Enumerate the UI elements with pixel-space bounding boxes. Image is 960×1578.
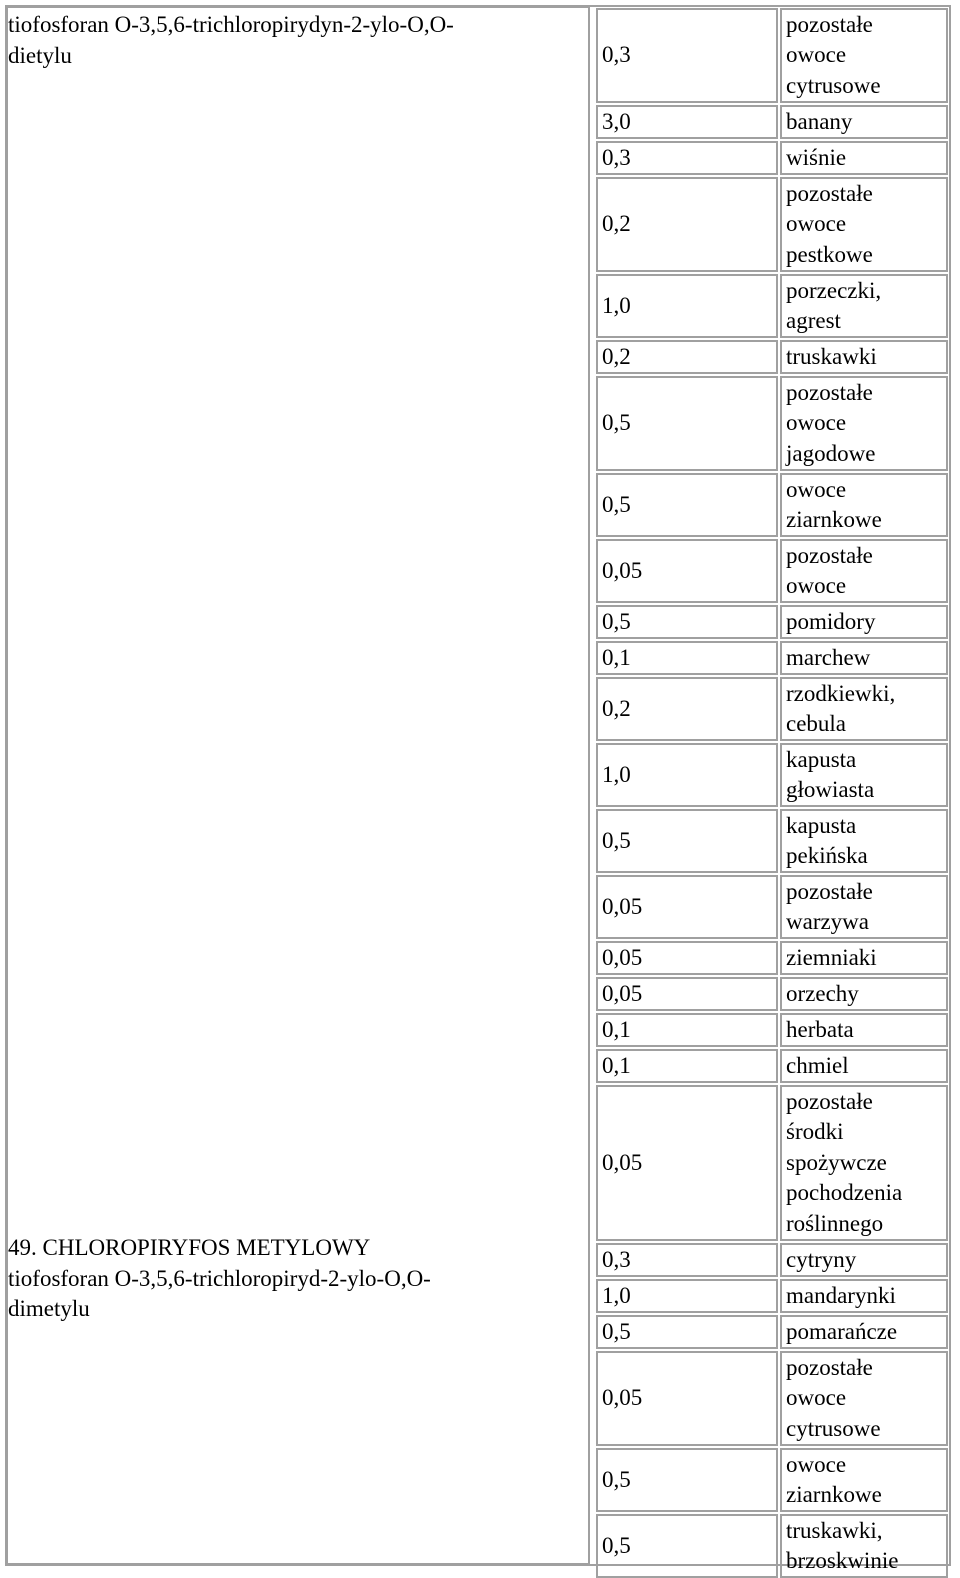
residue-limit-cell <box>596 605 778 639</box>
table-row <box>596 141 950 175</box>
table-row <box>596 1279 950 1313</box>
product-name: marchew <box>786 644 871 670</box>
table-row <box>596 677 950 741</box>
residue-limit-cell <box>596 743 778 807</box>
product-name: pomarańcze <box>786 1318 898 1344</box>
table-row <box>596 274 950 338</box>
residue-limit-cell <box>596 105 778 139</box>
residue-limit-cell <box>596 1085 778 1241</box>
product-name: herbata <box>786 1016 854 1042</box>
product-cell <box>780 641 948 675</box>
substance-name-chloropyrifos-methyl <box>8 1233 431 1325</box>
product-cell <box>780 473 948 537</box>
residue-limit-cell <box>596 1514 778 1578</box>
residue-limit-value: 3,0 <box>602 108 631 134</box>
product-name: kapusta głowiasta <box>786 746 875 802</box>
residue-limit-value: 0,5 <box>602 491 631 517</box>
table-row <box>596 977 950 1011</box>
table-row <box>596 941 950 975</box>
table-row <box>596 1085 950 1241</box>
substance-name-chloropyrifos <box>8 10 454 71</box>
table-row <box>596 1448 950 1512</box>
product-cell <box>780 1279 948 1313</box>
product-cell <box>780 809 948 873</box>
product-cell <box>780 1049 948 1083</box>
residue-limit-value: 0,05 <box>602 944 643 970</box>
residue-limit-cell <box>596 641 778 675</box>
residue-limit-cell <box>596 539 778 603</box>
residue-limit-value: 1,0 <box>602 761 631 787</box>
residue-limit-cell <box>596 677 778 741</box>
product-cell <box>780 677 948 741</box>
product-cell <box>780 105 948 139</box>
residue-limit-cell <box>596 1448 778 1512</box>
product-cell <box>780 977 948 1011</box>
residue-limit-cell <box>596 274 778 338</box>
table-row <box>596 1013 950 1047</box>
table-row <box>596 1351 950 1446</box>
residue-limit-value: 0,05 <box>602 980 643 1006</box>
residue-limit-cell <box>596 1243 778 1277</box>
product-cell <box>780 1448 948 1512</box>
product-name: truskawki, brzoskwinie <box>786 1517 899 1573</box>
product-name: banany <box>786 108 853 134</box>
product-name: truskawki <box>786 343 877 369</box>
residue-limit-value: 0,05 <box>602 557 643 583</box>
product-name: pozostałe owoce jagodowe <box>786 379 876 466</box>
product-name: pozostałe warzywa <box>786 878 873 934</box>
product-cell <box>780 1085 948 1241</box>
product-name: chmiel <box>786 1052 849 1078</box>
substance-line: tiofosforan O-3,5,6-trichloropirydyn-2-ylo-O,O- <box>8 12 454 37</box>
table-row <box>596 605 950 639</box>
product-cell <box>780 1243 948 1277</box>
residue-limit-cell <box>596 177 778 272</box>
table-row <box>596 1315 950 1349</box>
residue-limit-cell <box>596 8 778 103</box>
table-row <box>596 641 950 675</box>
residue-limit-value: 0,2 <box>602 343 631 369</box>
table-row <box>596 177 950 272</box>
product-name: pozostałe środki spożywcze pochodzenia roślinnego <box>786 1088 903 1236</box>
substance-column <box>6 6 590 1565</box>
table-row <box>596 539 950 603</box>
substance-line: dietylu <box>8 42 72 68</box>
table-row <box>596 809 950 873</box>
residue-limit-cell <box>596 875 778 939</box>
residue-limit-value: 0,3 <box>602 1246 631 1272</box>
residue-limit-value: 0,5 <box>602 827 631 853</box>
table-row <box>596 743 950 807</box>
residue-limit-cell <box>596 340 778 374</box>
product-cell <box>780 141 948 175</box>
product-name: porzeczki, agrest <box>786 277 882 333</box>
product-cell <box>780 274 948 338</box>
residue-limit-value: 0,5 <box>602 608 631 634</box>
product-name: rzodkiewki, cebula <box>786 680 896 736</box>
residue-limit-value: 0,05 <box>602 1385 643 1411</box>
table-row <box>596 1243 950 1277</box>
product-cell <box>780 376 948 471</box>
product-name: kapusta pekińska <box>786 812 868 868</box>
residue-limit-cell <box>596 141 778 175</box>
product-name: wiśnie <box>786 144 847 170</box>
product-name: pozostałe owoce cytrusowe <box>786 11 881 98</box>
substance-line: dimetylu <box>8 1296 90 1321</box>
product-name: owoce ziarnkowe <box>786 1451 882 1507</box>
residue-limit-cell <box>596 1315 778 1349</box>
table-row <box>596 473 950 537</box>
product-name: mandarynki <box>786 1282 896 1308</box>
residue-limit-cell <box>596 376 778 471</box>
residue-limit-value: 0,5 <box>602 410 631 436</box>
product-name: owoce ziarnkowe <box>786 476 882 532</box>
residue-limit-value: 0,2 <box>602 695 631 721</box>
product-name: orzechy <box>786 980 859 1006</box>
residue-limit-value: 0,3 <box>602 42 631 68</box>
residue-limit-cell <box>596 1013 778 1047</box>
table-row <box>596 105 950 139</box>
residue-limit-value: 0,5 <box>602 1532 631 1558</box>
residue-limit-cell <box>596 1351 778 1446</box>
product-cell <box>780 1315 948 1349</box>
residue-limit-value: 0,5 <box>602 1318 631 1344</box>
product-name: cytryny <box>786 1246 857 1272</box>
residue-limit-value: 0,1 <box>602 1052 631 1078</box>
residue-limit-value: 1,0 <box>602 1282 631 1308</box>
product-cell <box>780 1514 948 1578</box>
product-name: pozostałe owoce <box>786 542 873 598</box>
product-cell <box>780 605 948 639</box>
product-cell <box>780 8 948 103</box>
product-cell <box>780 875 948 939</box>
product-cell <box>780 743 948 807</box>
product-cell <box>780 1013 948 1047</box>
residue-limit-value: 0,2 <box>602 211 631 237</box>
product-cell <box>780 177 948 272</box>
residue-limit-value: 0,1 <box>602 644 631 670</box>
table-row <box>596 875 950 939</box>
table-row <box>596 8 950 103</box>
residue-limit-cell <box>596 1049 778 1083</box>
table-row <box>596 376 950 471</box>
residue-limit-value: 0,5 <box>602 1466 631 1492</box>
residue-limit-value: 0,3 <box>602 144 631 170</box>
residue-limit-cell <box>596 1279 778 1313</box>
product-name: ziemniaki <box>786 944 877 970</box>
substance-line: tiofosforan O-3,5,6-trichloropiryd-2-ylo-O,O- <box>8 1265 431 1291</box>
product-name: pomidory <box>786 608 876 634</box>
residue-limit-cell <box>596 473 778 537</box>
residue-limit-value: 0,1 <box>602 1016 631 1042</box>
table-row <box>596 340 950 374</box>
residue-limit-cell <box>596 809 778 873</box>
residue-limit-value: 1,0 <box>602 292 631 318</box>
residue-limit-value: 0,05 <box>602 893 643 919</box>
residue-limit-cell <box>596 977 778 1011</box>
table-row <box>596 1049 950 1083</box>
product-name: pozostałe owoce cytrusowe <box>786 1354 881 1441</box>
product-cell <box>780 340 948 374</box>
product-cell <box>780 1351 948 1446</box>
table-row <box>596 1514 950 1578</box>
product-cell <box>780 539 948 603</box>
substance-line: 49. CHLOROPIRYFOS METYLOWY <box>8 1235 371 1260</box>
residue-limit-value: 0,05 <box>602 1149 643 1175</box>
product-cell <box>780 941 948 975</box>
residue-limit-cell <box>596 941 778 975</box>
product-name: pozostałe owoce pestkowe <box>786 180 873 267</box>
